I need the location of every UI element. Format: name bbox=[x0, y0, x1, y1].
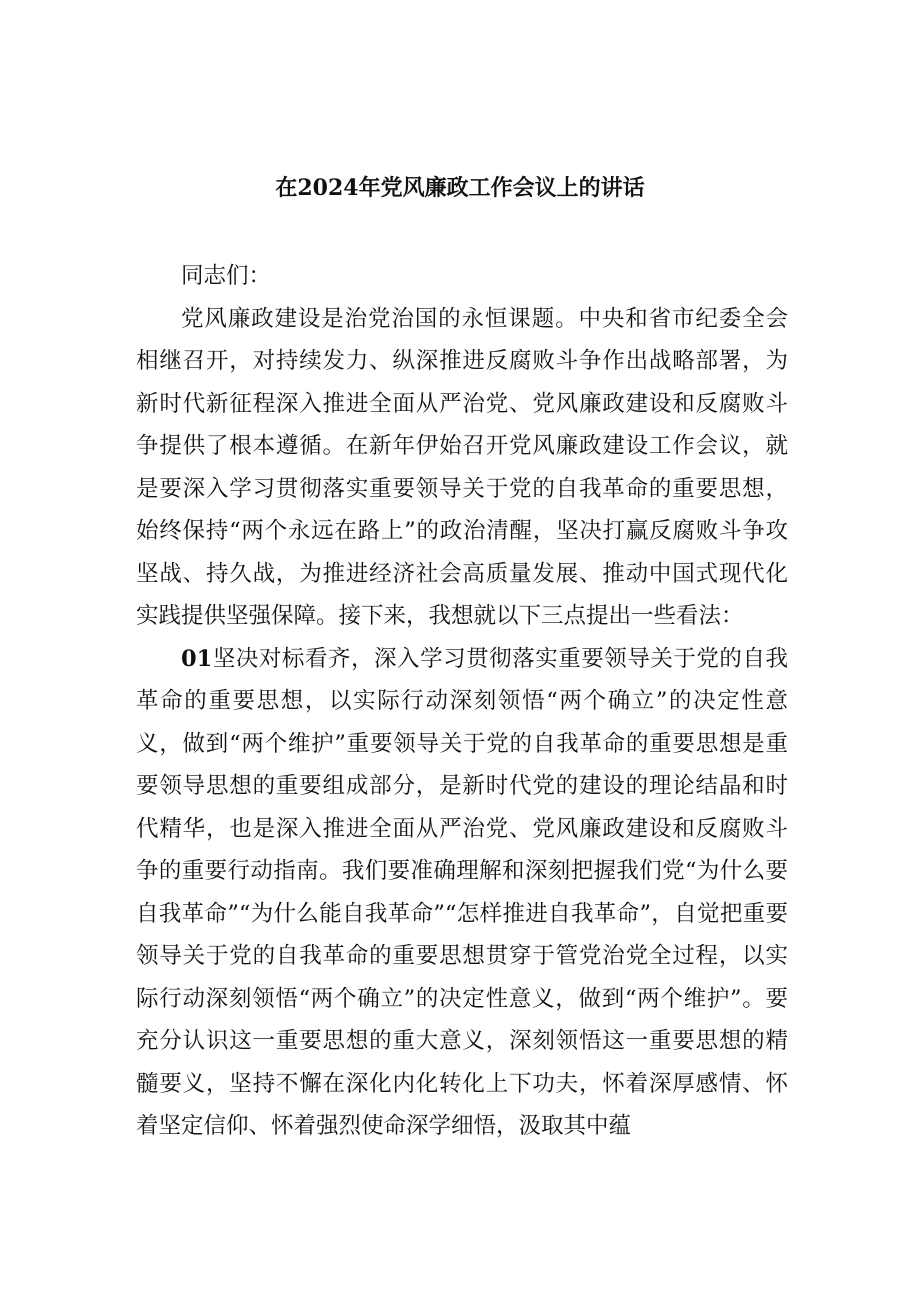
salutation: 同志们： bbox=[181, 263, 272, 289]
document-body bbox=[136, 255, 788, 1148]
paragraph-intro: 党风廉政建设是治党治国的永恒课题。中央和省市纪委全会相继召开，对持续发力、纵深推进反腐败斗争作出战略部署，为新时代新征程深入推进全面从严治党、党风廉政建设和反腐败斗争提供了根本遵循。在新年伊始召开党风廉政建设工作会议，就是要深入学习贯彻落实重要领导关于党的自我革命的重要思想，始终保持“两个永远在路上”的政治清醒，坚决打赢反腐败斗争攻坚战、持久战，为推进经济社会高质量发展、推动中国式现代化实践提供坚强保障。接下来，我想就以下三点提出一些看法： bbox=[136, 305, 788, 629]
section-number: 01 bbox=[181, 645, 213, 672]
document-title: 在2024年党风廉政工作会议上的讲话 bbox=[275, 175, 645, 201]
section-1-text: 坚决对标看齐，深入学习贯彻落实重要领导关于党的自我革命的重要思想，以实际行动深刻领悟“两个确立”的决定性意义，做到“两个维护”重要领导关于党的自我革命的重要思想是重要领导思想的重要组成部分，是新时代党的建设的理论结晶和时代精华，也是深入推进全面从严治党、党风廉政建设和反腐败斗争的重要行动指南。我们要准确理解和深刻把握我们党“为什么要自我革命”“为什么能自我革命”“怎样推进自我革命”，自觉把重要领导关于党的自我革命的重要思想贯穿于管党治党全过程，以实际行动深刻领悟“两个确立”的决定性意义，做到“两个维护”。要充分认识这一重要思想的重大意义，深刻领悟这一重要思想的精髓要义，坚持不懈在深化内化转化上下功夫，怀着深厚感情、怀着坚定信仰、怀着强烈使命深学细悟，汲取其中蕴 bbox=[136, 645, 788, 1139]
paragraph-section-1 bbox=[136, 638, 788, 1148]
